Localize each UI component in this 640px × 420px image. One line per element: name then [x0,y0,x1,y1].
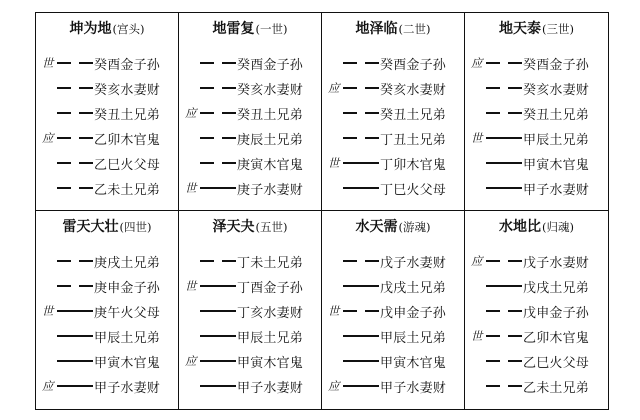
solid-line-icon [486,137,522,139]
line-stroke [365,62,379,64]
line-stroke [365,310,379,312]
solid-line-icon [486,162,522,164]
hexagram-heading [36,20,178,38]
solid-line-icon [486,187,522,189]
najia-label: 乙卯木官鬼 [94,132,161,148]
line-stroke [365,112,379,114]
najia-label: 癸酉金子孙 [380,57,447,73]
najia-label: 乙未土兄弟 [523,380,590,396]
yao-line [185,351,317,371]
line-stroke [508,310,522,312]
shi-ying-mark: 世 [185,181,197,195]
hexagram-heading [465,20,608,38]
line-stroke [508,87,522,89]
yao-line [185,301,317,321]
line-stroke [343,360,379,362]
broken-line-icon [200,62,236,64]
line-stroke [343,260,357,262]
palace-position: (一世) [255,22,288,36]
broken-line-icon [486,87,522,89]
najia-label: 庚戌土兄弟 [94,255,161,271]
broken-line-icon [200,137,236,139]
hexagram-title: 泽天夬 [212,219,255,235]
solid-line-icon [200,385,236,387]
najia-label: 甲子水妻财 [237,380,304,396]
hexagram-cell [465,13,608,211]
yao-line [328,301,460,321]
broken-line-icon [486,385,522,387]
yao-line [42,53,174,73]
line-stroke [79,62,93,64]
line-stroke [343,87,357,89]
najia-label: 戊申金子孙 [523,305,590,321]
najia-label: 庚子水妻财 [237,182,304,198]
broken-line-icon [343,62,379,64]
line-stroke [79,87,93,89]
shi-ying-mark: 世 [328,156,340,170]
yao-line [471,103,604,123]
najia-label: 戊子水妻财 [380,255,447,271]
broken-line-icon [57,162,93,164]
najia-label: 癸酉金子孙 [523,57,590,73]
yao-line [471,153,604,173]
line-stroke [365,87,379,89]
najia-label: 乙巳火父母 [94,157,161,173]
najia-label: 甲寅木官鬼 [380,355,447,371]
yao-line [328,276,460,296]
najia-label: 癸亥水妻财 [380,82,447,98]
yao-line [471,326,604,346]
najia-label: 丁酉金子孙 [237,280,304,296]
yao-line [185,251,317,271]
solid-line-icon [486,285,522,287]
line-stroke [222,62,236,64]
hexagram-heading [36,218,178,236]
line-stroke [222,137,236,139]
najia-label: 甲辰土兄弟 [94,330,161,346]
broken-line-icon [343,260,379,262]
yao-line [185,178,317,198]
line-stroke [508,335,522,337]
najia-label: 乙卯木官鬼 [523,330,590,346]
yao-line [42,103,174,123]
yao-line [42,301,174,321]
hexagram-cell [322,13,465,211]
hexagram-cell [36,211,179,409]
palace-position: (宫头) [112,22,145,36]
najia-label: 甲寅木官鬼 [237,355,304,371]
broken-line-icon [486,62,522,64]
broken-line-icon [57,285,93,287]
palace-position: (游魂) [398,220,431,234]
palace-position: (五世) [255,220,288,234]
hexagram-title: 坤为地 [69,21,112,37]
hexagram-heading [179,218,321,236]
yao-line [328,351,460,371]
najia-label: 庚寅木官鬼 [237,157,304,173]
hexagram-table [35,12,609,410]
yao-line [328,376,460,396]
solid-line-icon [200,310,236,312]
yao-line [185,78,317,98]
yao-line [328,78,460,98]
line-stroke [486,260,500,262]
najia-label: 丁卯木官鬼 [380,157,447,173]
najia-label: 庚午火父母 [94,305,161,321]
solid-line-icon [343,162,379,164]
hexagram-title: 雷天大壮 [62,219,119,235]
solid-line-icon [343,385,379,387]
palace-position: (三世) [542,22,574,36]
line-stroke [508,260,522,262]
line-stroke [200,285,236,287]
solid-line-icon [343,335,379,337]
line-stroke [486,310,500,312]
line-stroke [508,112,522,114]
solid-line-icon [343,187,379,189]
line-stroke [508,360,522,362]
yao-line [185,376,317,396]
palace-position: (四世) [119,220,152,234]
line-stroke [343,187,379,189]
hexagram-cell [36,13,179,211]
hexagram-cell [322,211,465,409]
line-stroke [79,285,93,287]
broken-line-icon [57,112,93,114]
broken-line-icon [200,162,236,164]
yao-line [42,78,174,98]
line-stroke [222,112,236,114]
shi-ying-mark: 应 [471,56,483,70]
hexagram-heading [179,20,321,38]
najia-label: 丁丑土兄弟 [380,132,447,148]
hexagram-title: 水地比 [499,219,541,235]
line-stroke [79,137,93,139]
yao-line [185,128,317,148]
line-stroke [200,360,236,362]
najia-label: 戊子水妻财 [523,255,590,271]
yao-line [42,376,174,396]
line-stroke [57,360,93,362]
broken-line-icon [57,137,93,139]
najia-label: 癸酉金子孙 [237,57,304,73]
solid-line-icon [343,285,379,287]
line-stroke [57,187,71,189]
hexagram-cell [179,211,322,409]
yao-line [328,128,460,148]
line-stroke [57,385,93,387]
line-stroke [200,162,214,164]
line-stroke [200,137,214,139]
hexagram-cell [179,13,322,211]
hexagram-heading [465,218,608,236]
line-stroke [486,285,522,287]
najia-label: 癸丑土兄弟 [380,107,447,123]
line-stroke [222,260,236,262]
yao-line [328,153,460,173]
broken-line-icon [486,260,522,262]
line-stroke [343,385,379,387]
solid-line-icon [200,360,236,362]
line-stroke [57,137,71,139]
hexagram-cell [465,211,608,409]
broken-line-icon [57,187,93,189]
najia-label: 癸酉金子孙 [94,57,161,73]
line-stroke [200,310,236,312]
najia-label: 甲寅木官鬼 [523,157,590,173]
najia-label: 丁亥水妻财 [237,305,304,321]
najia-label: 戊戌土兄弟 [380,280,447,296]
najia-label: 甲子水妻财 [380,380,447,396]
line-stroke [486,335,500,337]
solid-line-icon [57,310,93,312]
shi-ying-mark: 世 [185,279,197,293]
line-stroke [343,285,379,287]
yao-line [42,128,174,148]
solid-line-icon [343,360,379,362]
shi-ying-mark: 应 [185,354,197,368]
broken-line-icon [57,62,93,64]
line-stroke [57,87,71,89]
yao-line [328,103,460,123]
line-stroke [57,62,71,64]
najia-label: 甲寅木官鬼 [94,355,161,371]
line-stroke [200,87,214,89]
yao-line [471,301,604,321]
najia-label: 癸丑土兄弟 [237,107,304,123]
broken-line-icon [343,310,379,312]
yao-line [185,276,317,296]
line-stroke [508,62,522,64]
shi-ying-mark: 世 [471,329,483,343]
broken-line-icon [200,112,236,114]
line-stroke [57,285,71,287]
line-stroke [57,162,71,164]
line-stroke [57,112,71,114]
palace-position: (归魂) [542,220,574,234]
line-stroke [486,87,500,89]
line-stroke [486,162,522,164]
shi-ying-mark: 应 [185,106,197,120]
broken-line-icon [343,87,379,89]
najia-label: 丁未土兄弟 [237,255,304,271]
yao-line [185,53,317,73]
line-stroke [200,187,236,189]
line-stroke [486,62,500,64]
line-stroke [200,335,236,337]
yao-line [328,53,460,73]
line-stroke [200,260,214,262]
najia-label: 乙巳火父母 [523,355,590,371]
najia-label: 甲子水妻财 [94,380,161,396]
broken-line-icon [343,112,379,114]
line-stroke [79,112,93,114]
shi-ying-mark: 世 [328,304,340,318]
hexagram-title: 地天泰 [499,21,541,37]
najia-label: 甲辰土兄弟 [380,330,447,346]
broken-line-icon [486,335,522,337]
line-stroke [79,187,93,189]
shi-ying-mark: 应 [42,379,54,393]
broken-line-icon [57,87,93,89]
line-stroke [200,62,214,64]
broken-line-icon [486,310,522,312]
yao-line [185,326,317,346]
line-stroke [365,137,379,139]
najia-label: 甲辰土兄弟 [523,132,590,148]
yao-line [471,351,604,371]
najia-label: 癸丑土兄弟 [523,107,590,123]
shi-ying-mark: 应 [328,81,340,95]
line-stroke [486,187,522,189]
line-stroke [79,162,93,164]
solid-line-icon [200,335,236,337]
line-stroke [343,62,357,64]
yao-line [42,326,174,346]
yao-line [471,376,604,396]
line-stroke [57,335,93,337]
yao-line [471,276,604,296]
yao-line [328,326,460,346]
yao-line [328,251,460,271]
hexagram-heading [322,218,464,236]
line-stroke [222,162,236,164]
yao-line [42,153,174,173]
solid-line-icon [57,360,93,362]
broken-line-icon [200,87,236,89]
najia-label: 戊申金子孙 [380,305,447,321]
najia-label: 癸亥水妻财 [237,82,304,98]
broken-line-icon [486,112,522,114]
shi-ying-mark: 应 [42,131,54,145]
broken-line-icon [57,260,93,262]
yao-line [42,178,174,198]
najia-label: 庚申金子孙 [94,280,161,296]
najia-label: 癸亥水妻财 [523,82,590,98]
solid-line-icon [200,285,236,287]
line-stroke [365,260,379,262]
yao-line [42,276,174,296]
line-stroke [79,260,93,262]
najia-label: 乙未土兄弟 [94,182,161,198]
line-stroke [200,112,214,114]
shi-ying-mark: 应 [471,254,483,268]
hexagram-title: 地泽临 [355,21,398,37]
yao-line [42,351,174,371]
line-stroke [343,310,357,312]
broken-line-icon [343,137,379,139]
line-stroke [343,137,357,139]
yao-line [471,178,604,198]
yao-line [42,251,174,271]
shi-ying-mark: 应 [328,379,340,393]
yao-line [185,153,317,173]
line-stroke [486,385,500,387]
shi-ying-mark: 世 [471,131,483,145]
line-stroke [57,310,93,312]
shi-ying-mark: 世 [42,304,54,318]
line-stroke [57,260,71,262]
broken-line-icon [200,260,236,262]
line-stroke [486,112,500,114]
najia-label: 丁巳火父母 [380,182,447,198]
najia-label: 甲子水妻财 [523,182,590,198]
najia-label: 戊戌土兄弟 [523,280,590,296]
hexagram-heading [322,20,464,38]
palace-position: (二世) [398,22,431,36]
hexagram-title: 地雷复 [212,21,255,37]
line-stroke [200,385,236,387]
yao-line [471,53,604,73]
najia-label: 甲辰土兄弟 [237,330,304,346]
najia-label: 癸丑土兄弟 [94,107,161,123]
hexagram-title: 水天需 [355,219,398,235]
yao-line [471,251,604,271]
line-stroke [222,87,236,89]
najia-label: 癸亥水妻财 [94,82,161,98]
solid-line-icon [200,187,236,189]
broken-line-icon [486,360,522,362]
line-stroke [486,137,522,139]
yao-line [471,128,604,148]
line-stroke [343,112,357,114]
najia-label: 庚辰土兄弟 [237,132,304,148]
yao-line [185,103,317,123]
line-stroke [486,360,500,362]
line-stroke [343,335,379,337]
line-stroke [508,385,522,387]
line-stroke [343,162,379,164]
solid-line-icon [57,335,93,337]
solid-line-icon [57,385,93,387]
yao-line [328,178,460,198]
shi-ying-mark: 世 [42,56,54,70]
yao-line [471,78,604,98]
